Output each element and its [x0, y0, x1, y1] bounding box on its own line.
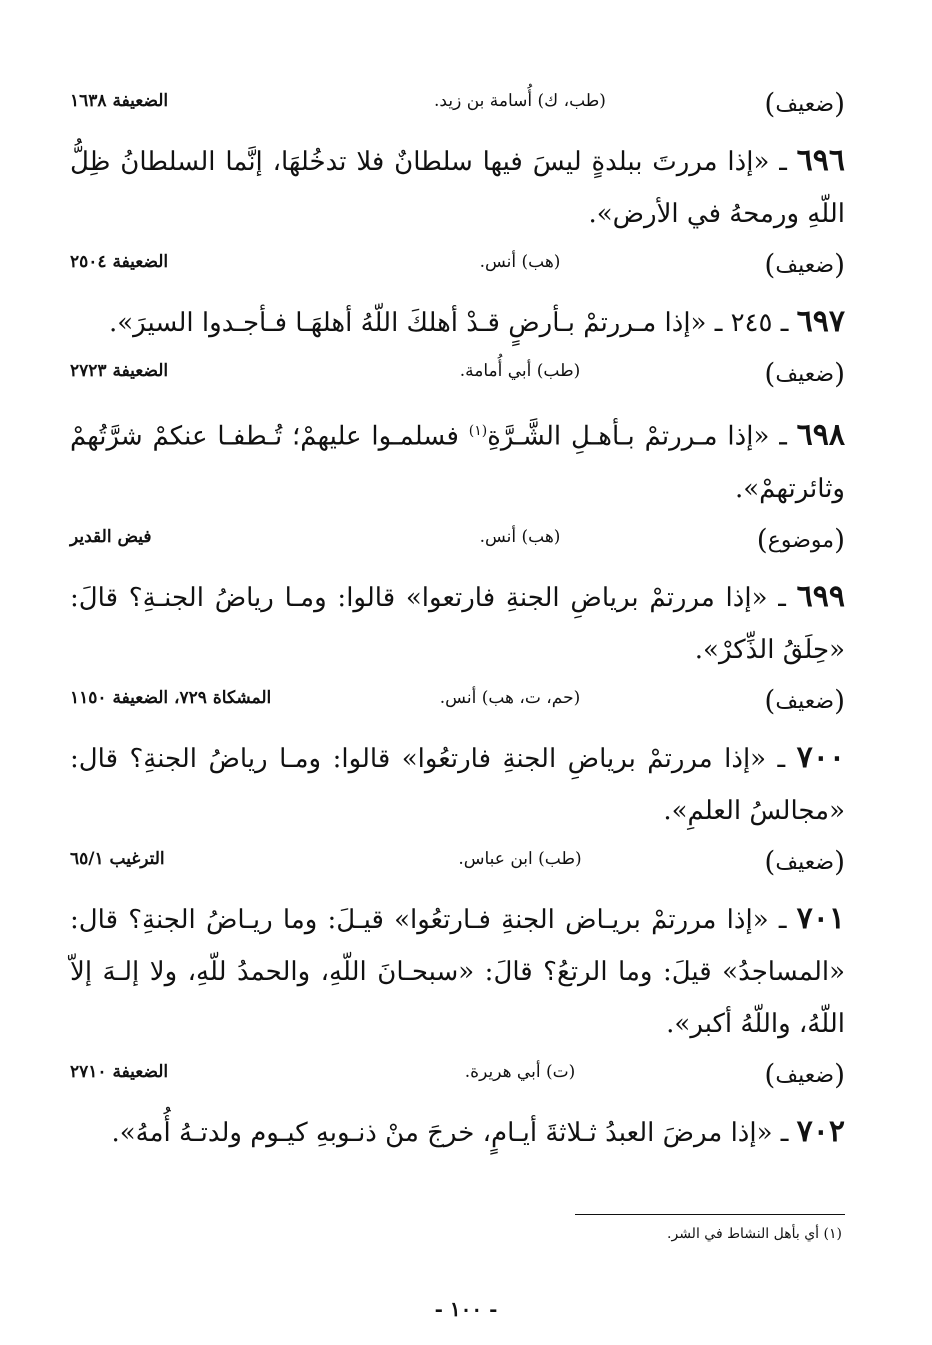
hadith-text: ـ «إذا مـررتمْ بـأهـلِ الشَّـرَّةِ — [487, 421, 797, 452]
source-citation: (هب) أنس. — [479, 252, 561, 272]
hadith-number: ٦٩٦ — [796, 143, 845, 178]
hadith-number: ٦٩٧ — [796, 304, 845, 339]
hadith-text: ـ «إذا مررتمْ برياضِ الجنةِ فارتعوا» قالوا: ومـا رياضُ الجنـةِ؟ قالَ: «حِلَقُ الذِّكرْ». — [70, 582, 845, 665]
source-citation: (طب) ابن عباس. — [458, 848, 582, 869]
reference: المشكاة ٧٢٩، الضعيفة ١١٥٠ — [70, 687, 272, 708]
grade-line — [70, 355, 845, 395]
reference: فيض القدير — [70, 526, 152, 547]
grade-line — [70, 682, 845, 722]
hadith-entry — [70, 1106, 845, 1159]
hadith-number: ٦٩٨ — [796, 417, 845, 453]
grade-label: ( ضعيف ) — [764, 248, 845, 281]
hadith-number: ٧٠٠ — [796, 739, 845, 775]
hadith-entry — [70, 405, 845, 515]
source-citation: (حم، ت، هب) أنس. — [439, 687, 581, 708]
hadith-text: ـ «إذا مرضَ العبدُ ثـلاثةَ أيـامٍ، خرجَ منْ ذنـوبهِ كيـوم ولدتـهُ أُمهُ». — [111, 1117, 797, 1148]
reference: الضعيفة ٢٧٢٣ — [70, 361, 169, 381]
footnote: (١) أي بأهل النشاط في الشر. — [667, 1226, 842, 1242]
hadith-text-continued: فسلمـوا عليهمْ؛ تُـطفـا عنكمْ شرَّتُهمْ وثائرتهمْ». — [70, 421, 845, 504]
grade-line — [70, 1056, 845, 1096]
reference: الضعيفة ٢٧١٠ — [70, 1061, 169, 1082]
grade-label: ( ضعيف ) — [764, 845, 845, 878]
hadith-text: ـ ٢٤٥ ـ «إذا مـررتمْ بـأرضٍ قـدْ أهلكَ اللّهُ أهلهَـا فـأجـدوا السيرَ». — [108, 308, 797, 338]
page-body — [70, 85, 845, 1165]
grade-label: ( موضوع ) — [757, 523, 845, 556]
source-citation: (ت) أبي هريرة. — [464, 1061, 576, 1082]
reference: الضعيفة ٢٥٠٤ — [70, 252, 169, 272]
page-number: - ١٠٠ - — [434, 1297, 498, 1321]
reference: الترغيب ٦٥/١ — [70, 848, 165, 869]
hadith-number: ٦٩٩ — [796, 578, 845, 614]
hadith-entry — [70, 296, 845, 349]
hadith-entry — [70, 135, 845, 240]
footnote-divider — [575, 1214, 845, 1215]
hadith-entry — [70, 732, 845, 837]
reference: الضعيفة ١٦٣٨ — [70, 91, 169, 111]
hadith-entry — [70, 571, 845, 676]
grade-label: ( ضعيف ) — [764, 357, 845, 390]
hadith-text: ـ «إذا مررتَ ببلدةٍ ليسَ فيها سلطانٌ فلا تدخُلهَا، إنَّما السلطانُ ظِلُّ اللّهِ ورمحهُ في الأرض». — [70, 147, 845, 229]
source-citation: (هب) أنس. — [479, 526, 561, 547]
source-citation: (طب) أبي أُمامة. — [459, 361, 581, 381]
grade-line — [70, 843, 845, 883]
hadith-text: ـ «إذا مررتمْ بريـاض الجنةِ فـارتعُوا» قيـلَ: وما ريـاضُ الجنةِ؟ قال: «المساجدُ» قيلَ: وما الرتعُ؟ قالَ: «سبحـانَ اللّهِ، والحمدُ للّهِ، ولا إلـهَ إلاّ اللّهُ، واللّهُ أكبر». — [70, 904, 845, 1039]
source-citation: (طب، ك) أُسامة بن زيد. — [434, 91, 606, 111]
grade-line — [70, 521, 845, 561]
hadith-text: ـ «إذا مررتمْ برياضِ الجنةِ فارتعُوا» قالوا: ومـا رياضُ الجنةِ؟ قال: «مجالسُ العلمِ». — [70, 743, 845, 826]
hadith-entry — [70, 893, 845, 1050]
grade-line — [70, 85, 845, 125]
footnote-marker: (١) — [468, 423, 488, 439]
grade-line — [70, 246, 845, 286]
grade-label: ( ضعيف ) — [764, 684, 845, 717]
grade-label: ( ضعيف ) — [764, 1058, 845, 1091]
hadith-number: ٧٠١ — [796, 900, 845, 936]
hadith-number: ٧٠٢ — [796, 1113, 845, 1149]
grade-label: ( ضعيف ) — [764, 87, 845, 120]
